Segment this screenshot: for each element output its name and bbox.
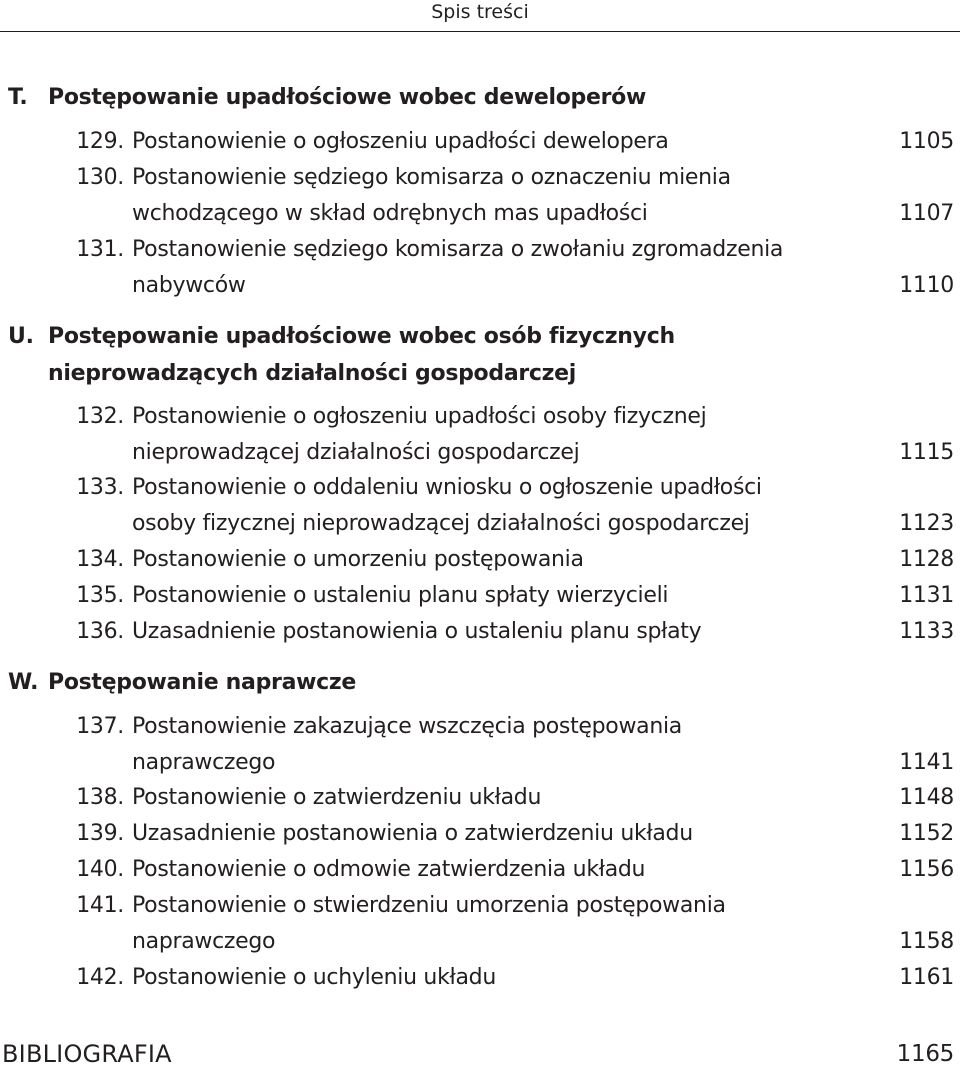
section-heading[interactable] (0, 81, 960, 115)
entry-title: Postanowienie o oddaleniu wniosku o ogłoszenie upadłości (132, 475, 762, 500)
toc-entry-continuation[interactable] (0, 197, 960, 231)
section-title: nieprowadzących działalności gospodarczej (48, 361, 577, 386)
entry-page: 1123 (899, 511, 954, 536)
entry-page: 1156 (899, 857, 954, 882)
entry-number: 136. (76, 619, 124, 644)
entry-page: 1107 (899, 201, 954, 226)
entry-page: 1128 (899, 547, 954, 572)
toc-entry-continuation[interactable] (0, 746, 960, 780)
section-letter: U. (8, 324, 34, 349)
entry-title: Postanowienie o zatwierdzeniu układu (132, 785, 542, 810)
section-title: Postępowanie upadłościowe wobec osób fizycznych (48, 324, 675, 349)
section-letter: W. (8, 670, 39, 695)
entry-page: 1148 (899, 785, 954, 810)
entry-title: osoby fizycznej nieprowadzącej działalności gospodarczej (132, 511, 750, 536)
toc-entry[interactable] (0, 817, 960, 851)
entry-title: Uzasadnienie postanowienia o zatwierdzeniu układu (132, 821, 693, 846)
entry-page: 1110 (899, 273, 954, 298)
entry-title: Postanowienie o odmowie zatwierdzenia układu (132, 857, 646, 882)
entry-page: 1133 (899, 619, 954, 644)
entry-title: Postanowienie zakazujące wszczęcia postępowania (132, 714, 682, 739)
entry-title: Postanowienie o ogłoszeniu upadłości dewelopera (132, 129, 669, 154)
entry-page: 1115 (899, 440, 954, 465)
toc-entry[interactable] (0, 161, 960, 195)
entry-title: Postanowienie o ogłoszeniu upadłości osoby fizycznej (132, 404, 707, 429)
running-header-title: Spis treści (431, 1, 529, 23)
entry-number: 133. (76, 475, 124, 500)
section-letter: T. (8, 85, 28, 110)
entry-page: 1161 (899, 965, 954, 990)
entry-number: 137. (76, 714, 124, 739)
entry-page: 1152 (899, 821, 954, 846)
entry-title: nabywców (132, 273, 246, 298)
entry-title: Postanowienie o stwierdzeniu umorzenia postępowania (132, 893, 726, 918)
entry-page: 1158 (899, 929, 954, 954)
bibliography-page: 1165 (896, 1041, 954, 1067)
section-title: Postępowanie naprawcze (48, 670, 357, 695)
entry-page: 1105 (899, 129, 954, 154)
entry-title: naprawczego (132, 929, 276, 954)
toc-entry-continuation[interactable] (0, 925, 960, 959)
entry-number: 139. (76, 821, 124, 846)
bibliography-title: BIBLIOGRAFIA (2, 1040, 172, 1068)
toc-entry[interactable] (0, 579, 960, 613)
toc-entry[interactable] (0, 853, 960, 887)
entry-title: Postanowienie sędziego komisarza o oznaczeniu mienia (132, 165, 731, 190)
toc-entry[interactable] (0, 710, 960, 744)
entry-number: 134. (76, 547, 124, 572)
entry-number: 132. (76, 404, 124, 429)
entry-title: Postanowienie o umorzeniu postępowania (132, 547, 584, 572)
section-heading[interactable] (0, 320, 960, 354)
entry-number: 135. (76, 583, 124, 608)
entry-title: Uzasadnienie postanowienia o ustaleniu planu spłaty (132, 619, 702, 644)
toc-entry-continuation[interactable] (0, 269, 960, 303)
entry-number: 130. (76, 165, 124, 190)
toc-entry-continuation[interactable] (0, 436, 960, 470)
toc-entry[interactable] (0, 889, 960, 923)
entry-number: 138. (76, 785, 124, 810)
entry-title: nieprowadzącej działalności gospodarczej (132, 440, 580, 465)
section-title: Postępowanie upadłościowe wobec deweloperów (48, 85, 646, 110)
toc-entry[interactable] (0, 471, 960, 505)
entry-number: 140. (76, 857, 124, 882)
entry-title: Postanowienie o uchyleniu układu (132, 965, 496, 990)
entry-number: 129. (76, 129, 124, 154)
entry-page: 1141 (899, 750, 954, 775)
entry-number: 142. (76, 965, 124, 990)
entry-title: Postanowienie sędziego komisarza o zwołaniu zgromadzenia (132, 237, 784, 262)
bibliography-entry[interactable] (0, 1037, 960, 1071)
toc-entry[interactable] (0, 400, 960, 434)
running-header (0, 0, 960, 32)
toc-entry[interactable] (0, 543, 960, 577)
toc-entry[interactable] (0, 615, 960, 649)
toc-entry[interactable] (0, 961, 960, 995)
entry-title: naprawczego (132, 750, 276, 775)
section-heading[interactable] (0, 666, 960, 700)
toc-entry[interactable] (0, 125, 960, 159)
entry-number: 141. (76, 893, 124, 918)
entry-number: 131. (76, 237, 124, 262)
toc-entry[interactable] (0, 233, 960, 267)
entry-title: wchodzącego w skład odrębnych mas upadłości (132, 201, 648, 226)
entry-page: 1131 (899, 583, 954, 608)
section-heading-continuation[interactable] (0, 357, 960, 391)
toc-entry[interactable] (0, 781, 960, 815)
toc-entry-continuation[interactable] (0, 507, 960, 541)
entry-title: Postanowienie o ustaleniu planu spłaty wierzycieli (132, 583, 669, 608)
